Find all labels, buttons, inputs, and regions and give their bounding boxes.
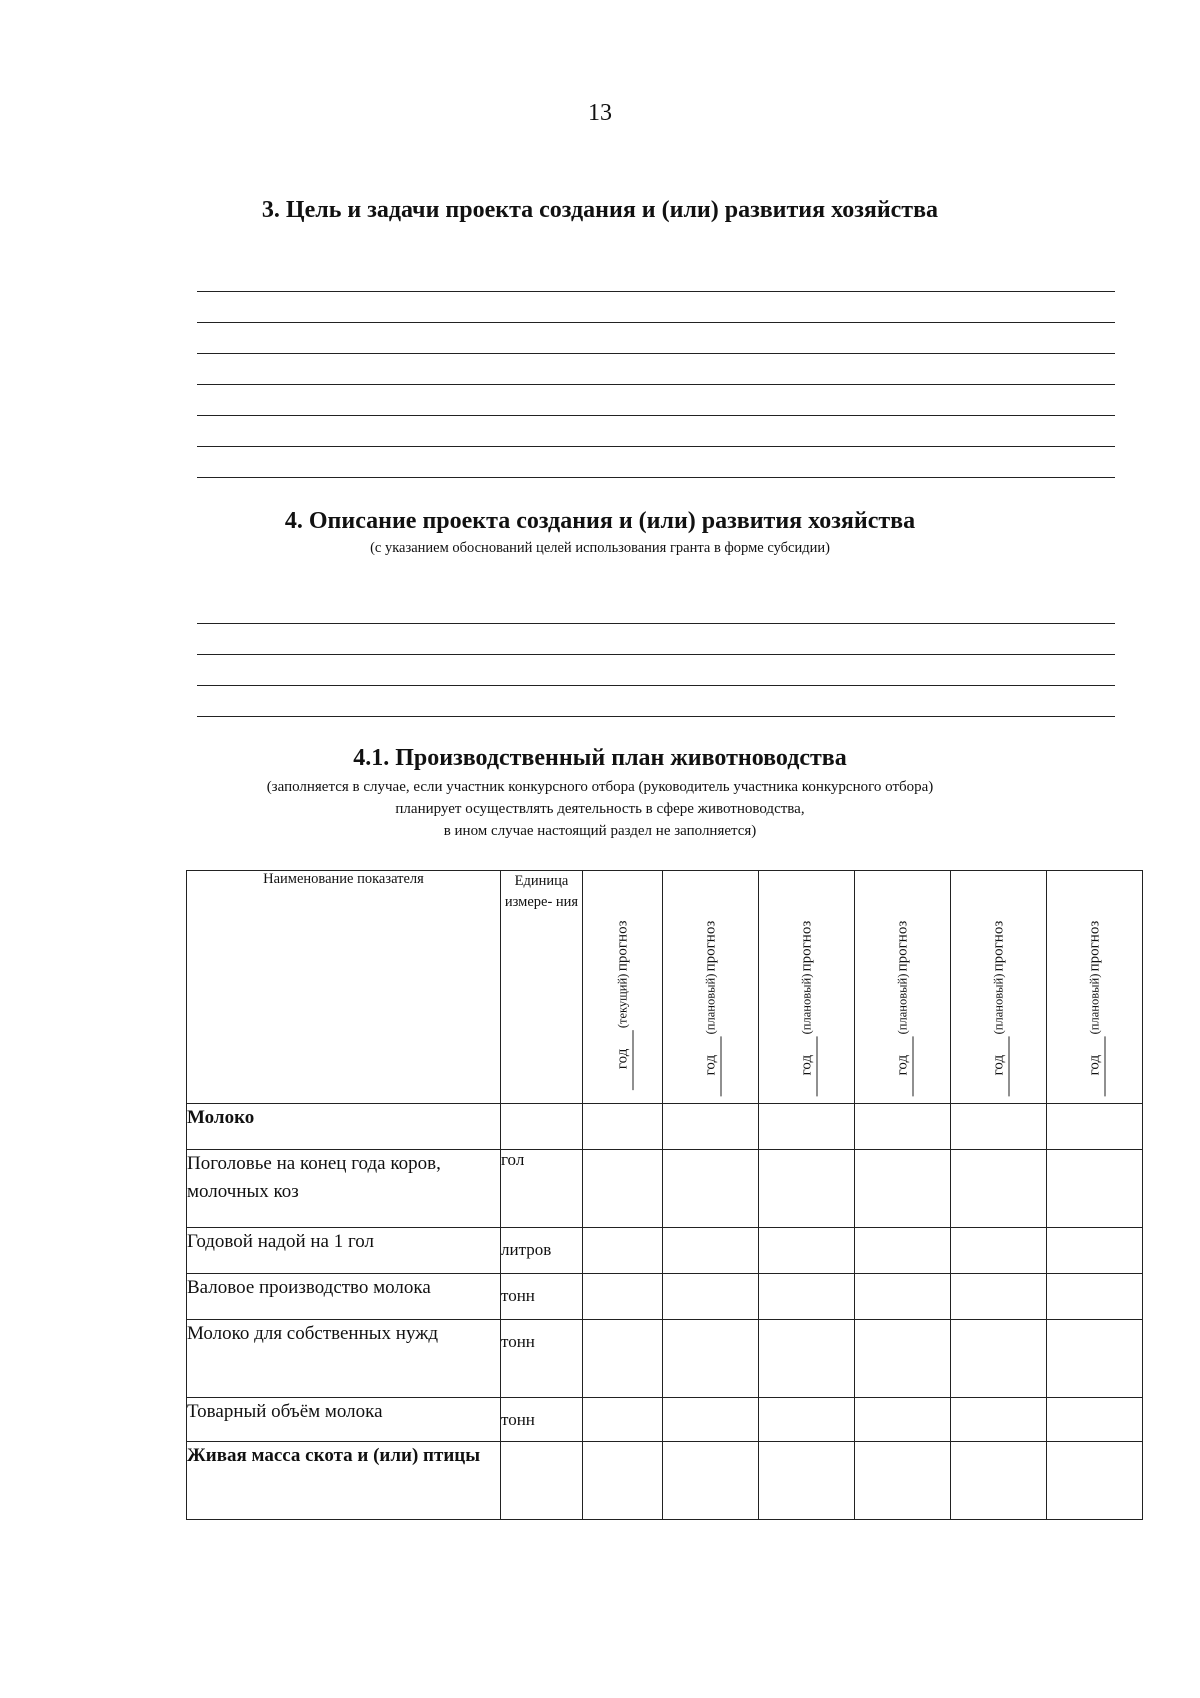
row-unit[interactable]: тонн [501, 1398, 583, 1442]
section-4-title: 4. Описание проекта создания и (или) развития хозяйства [284, 508, 916, 534]
value-cell[interactable] [951, 1320, 1047, 1398]
year-blank[interactable] [632, 1030, 633, 1090]
value-cell[interactable] [1047, 1104, 1143, 1150]
production-plan-table [186, 870, 1143, 1520]
value-cell[interactable] [1047, 1320, 1143, 1398]
answer-line[interactable] [197, 446, 1115, 447]
year-blank[interactable] [912, 1036, 913, 1096]
value-cell[interactable] [1047, 1274, 1143, 1320]
row-unit[interactable]: тонн [501, 1274, 583, 1320]
value-cell[interactable] [855, 1398, 951, 1442]
value-cell[interactable] [583, 1320, 663, 1398]
year-blank[interactable] [1104, 1036, 1105, 1096]
table-header-row [187, 871, 1143, 1104]
section-4-1-title: 4.1. Производственный план животноводства [353, 745, 847, 771]
row-unit[interactable]: гол [501, 1150, 583, 1228]
value-cell[interactable] [1047, 1398, 1143, 1442]
value-cell[interactable] [951, 1150, 1047, 1228]
value-cell[interactable] [759, 1398, 855, 1442]
value-cell[interactable] [583, 1274, 663, 1320]
value-cell[interactable] [951, 1442, 1047, 1520]
page-number: 13 [588, 100, 612, 126]
header-year-current [583, 871, 663, 1104]
year-kind: (текущий) [615, 973, 629, 1029]
year-forecast: прогноз [1086, 921, 1102, 972]
year-kind: (плановый) [799, 973, 813, 1035]
answer-line[interactable] [197, 477, 1115, 478]
answer-line[interactable] [197, 322, 1115, 323]
value-cell[interactable] [1047, 1442, 1143, 1520]
year-forecast: прогноз [614, 921, 630, 972]
year-word: год [702, 1055, 718, 1076]
table-row [187, 1274, 1143, 1320]
answer-line[interactable] [197, 415, 1115, 416]
header-year-planned [1047, 871, 1143, 1104]
value-cell[interactable] [855, 1442, 951, 1520]
table-row [187, 1228, 1143, 1274]
value-cell[interactable] [951, 1228, 1047, 1274]
value-cell[interactable] [759, 1150, 855, 1228]
year-blank[interactable] [720, 1036, 721, 1096]
table-row [187, 1398, 1143, 1442]
row-unit[interactable] [501, 1104, 583, 1150]
value-cell[interactable] [663, 1104, 759, 1150]
value-cell[interactable] [583, 1150, 663, 1228]
year-word: год [990, 1055, 1006, 1076]
year-forecast: прогноз [798, 921, 814, 972]
table-row [187, 1104, 1143, 1150]
value-cell[interactable] [663, 1150, 759, 1228]
answer-line[interactable] [197, 291, 1115, 292]
table-row [187, 1150, 1143, 1228]
row-label: Поголовье на конец года коров, молочных коз [187, 1150, 501, 1228]
section-4-subtitle: (с указанием обоснований целей использования гранта в форме субсидии) [370, 540, 830, 556]
value-cell[interactable] [583, 1398, 663, 1442]
table-row [187, 1442, 1143, 1520]
year-word: год [894, 1055, 910, 1076]
note-line: (заполняется в случае, если участник конкурсного отбора (руководитель участника конкурсного отбора) [266, 779, 934, 795]
year-kind: (плановый) [1087, 973, 1101, 1035]
answer-line[interactable] [197, 384, 1115, 385]
header-unit: Единица измере- ния [501, 871, 583, 1104]
row-unit[interactable]: литров [501, 1228, 583, 1274]
value-cell[interactable] [759, 1274, 855, 1320]
year-word: год [614, 1048, 630, 1070]
header-year-planned [663, 871, 759, 1104]
year-word: год [798, 1055, 814, 1076]
value-cell[interactable] [855, 1228, 951, 1274]
year-kind: (плановый) [703, 973, 717, 1035]
answer-line[interactable] [197, 685, 1115, 686]
year-blank[interactable] [1008, 1036, 1009, 1096]
value-cell[interactable] [663, 1442, 759, 1520]
value-cell[interactable] [855, 1274, 951, 1320]
value-cell[interactable] [951, 1274, 1047, 1320]
row-label: Валовое производство молока [187, 1274, 501, 1320]
year-forecast: прогноз [990, 921, 1006, 972]
value-cell[interactable] [583, 1228, 663, 1274]
note-line: в ином случае настоящий раздел не заполняется) [443, 823, 757, 839]
note-line: планирует осуществлять деятельность в сфере животноводства, [395, 801, 805, 817]
header-indicator-name: Наименование показателя [187, 871, 501, 1104]
table-row [187, 1320, 1143, 1398]
value-cell[interactable] [759, 1442, 855, 1520]
value-cell[interactable] [663, 1320, 759, 1398]
value-cell[interactable] [663, 1274, 759, 1320]
section-3-title: 3. Цель и задачи проекта создания и (или) развития хозяйства [261, 197, 939, 223]
value-cell[interactable] [759, 1104, 855, 1150]
row-label: Молоко для собственных нужд [187, 1320, 501, 1398]
year-kind: (плановый) [895, 973, 909, 1035]
header-year-planned [951, 871, 1047, 1104]
row-unit[interactable]: тонн [501, 1320, 583, 1398]
year-word: год [1086, 1055, 1102, 1076]
row-label: Годовой надой на 1 гол [187, 1228, 501, 1274]
row-unit[interactable] [501, 1442, 583, 1520]
year-blank[interactable] [816, 1036, 817, 1096]
value-cell[interactable] [1047, 1150, 1143, 1228]
answer-line[interactable] [197, 353, 1115, 354]
value-cell[interactable] [583, 1104, 663, 1150]
year-kind: (плановый) [991, 973, 1005, 1035]
header-year-planned [759, 871, 855, 1104]
value-cell[interactable] [1047, 1228, 1143, 1274]
answer-line[interactable] [197, 716, 1115, 717]
value-cell[interactable] [759, 1228, 855, 1274]
year-forecast: прогноз [702, 921, 718, 972]
row-label: Товарный объём молока [187, 1398, 501, 1442]
value-cell[interactable] [583, 1442, 663, 1520]
row-label: Живая масса скота и (или) птицы [187, 1442, 501, 1520]
answer-line[interactable] [197, 654, 1115, 655]
row-label: Молоко [187, 1104, 501, 1150]
value-cell[interactable] [951, 1398, 1047, 1442]
section-4-1-note [0, 776, 1200, 842]
value-cell[interactable] [855, 1320, 951, 1398]
year-forecast: прогноз [894, 921, 910, 972]
value-cell[interactable] [855, 1150, 951, 1228]
value-cell[interactable] [663, 1228, 759, 1274]
value-cell[interactable] [759, 1320, 855, 1398]
value-cell[interactable] [951, 1104, 1047, 1150]
value-cell[interactable] [855, 1104, 951, 1150]
header-year-planned [855, 871, 951, 1104]
answer-line[interactable] [197, 623, 1115, 624]
value-cell[interactable] [663, 1398, 759, 1442]
